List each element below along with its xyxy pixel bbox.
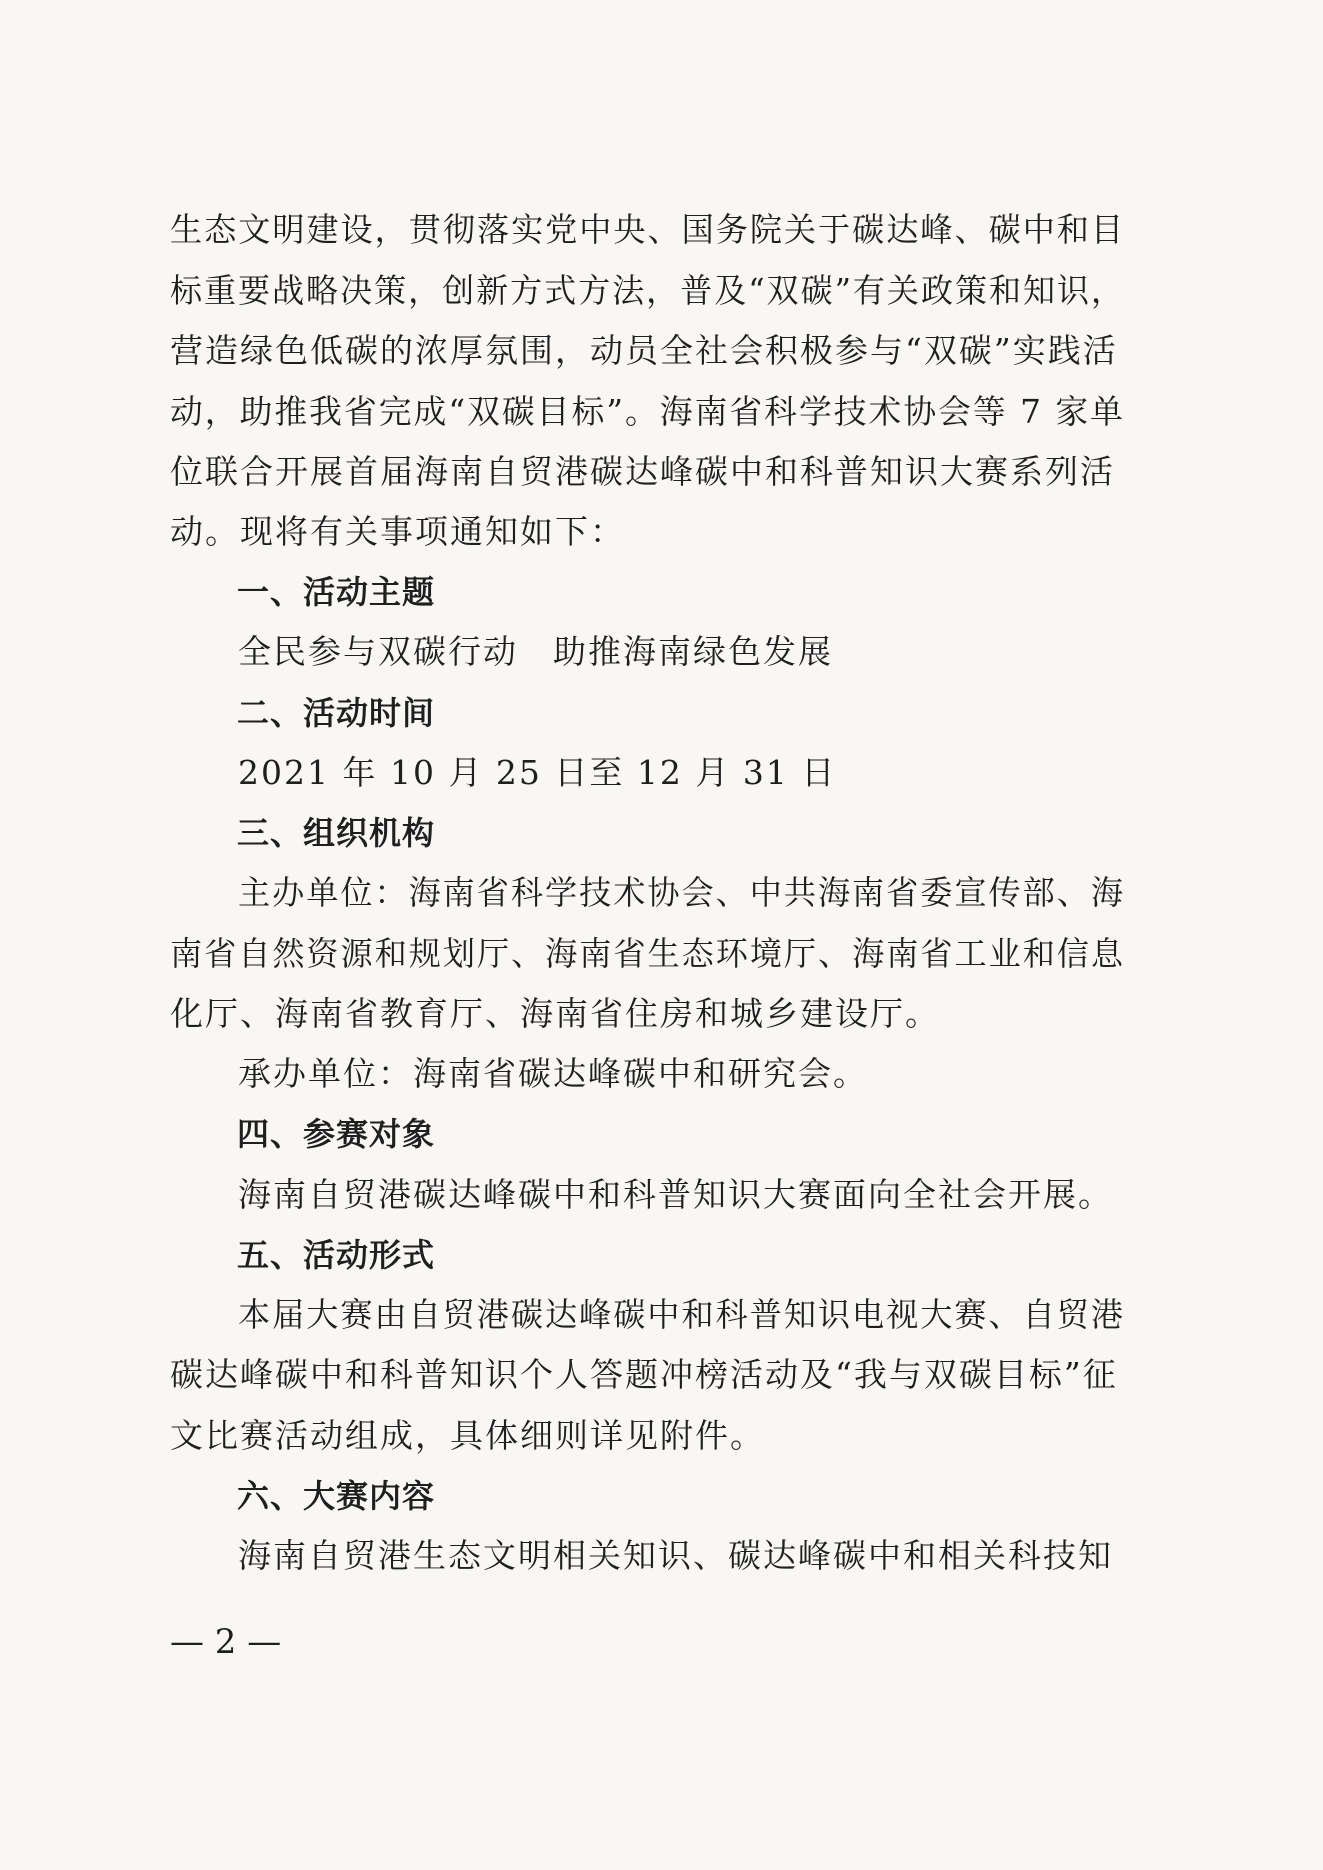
section-line: 化厅、海南省教育厅、海南省住房和城乡建设厅。 (170, 994, 940, 1033)
section-line: 承办单位：海南省碳达峰碳中和研究会。 (238, 1054, 868, 1093)
intro-line: 生态文明建设，贯彻落实党中央、国务院关于碳达峰、碳中和目 (170, 210, 1126, 249)
section-line: 全民参与双碳行动 助推海南绿色发展 (238, 632, 833, 671)
intro-line: 动。现将有关事项通知如下： (170, 512, 625, 551)
section-line: 本届大赛由自贸港碳达峰碳中和科普知识电视大赛、自贸港 (238, 1295, 1125, 1334)
intro-line: 标重要战略决策，创新方式方法，普及“双碳”有关政策和知识， (170, 271, 1126, 310)
intro-line: 营造绿色低碳的浓厚氛围，动员全社会积极参与“双碳”实践活 (170, 331, 1118, 370)
section-heading: 四、参赛对象 (237, 1115, 436, 1153)
section-heading: 五、活动形式 (237, 1236, 436, 1274)
section-line: 南省自然资源和规划厅、海南省生态环境厅、海南省工业和信息 (170, 934, 1126, 973)
section-line: 海南自贸港生态文明相关知识、碳达峰碳中和相关科技知 (238, 1536, 1113, 1575)
intro-line: 位联合开展首届海南自贸港碳达峰碳中和科普知识大赛系列活 (170, 452, 1115, 491)
section-line: 2021 年 10 月 25 日至 12 月 31 日 (238, 753, 837, 792)
section-line: 碳达峰碳中和科普知识个人答题冲榜活动及“我与双碳目标”征 (170, 1355, 1118, 1394)
section-heading: 六、大赛内容 (237, 1477, 436, 1515)
section-line: 文比赛活动组成，具体细则详见附件。 (170, 1416, 765, 1455)
section-line: 主办单位：海南省科学技术协会、中共海南省委宣传部、海 (238, 873, 1125, 912)
section-heading: 二、活动时间 (237, 694, 436, 732)
intro-line: 动，助推我省完成“双碳目标”。海南省科学技术协会等 7 家单 (170, 392, 1125, 431)
section-heading: 一、活动主题 (237, 573, 436, 611)
section-line: 海南自贸港碳达峰碳中和科普知识大赛面向全社会开展。 (238, 1175, 1113, 1214)
section-heading: 三、组织机构 (237, 814, 436, 852)
page-number: — 2 — (170, 1622, 282, 1662)
